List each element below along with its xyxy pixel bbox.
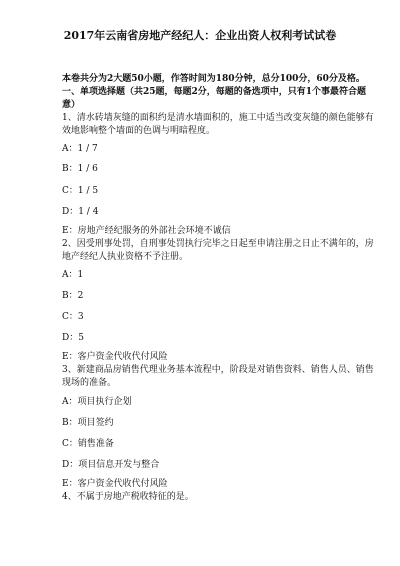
question-3-text: 3、新建商品房销售代理业务基本流程中，阶段是对销售资料、销售人员、销售 [62, 365, 374, 375]
question-1-option-a: A：1 / 7 [62, 144, 98, 154]
question-1-option-c: C：1 / 5 [62, 186, 99, 196]
question-2-text: 2、因受刑事处罚，自刑事处罚执行完毕之日起至申请注册之日止不满年的，房 [62, 239, 374, 249]
question-3-option-c: C：销售准备 [62, 439, 114, 449]
question-2-text-cont: 地产经纪人执业资格不予注册。 [62, 252, 189, 262]
question-3-text-cont: 现场的准备。 [62, 378, 117, 388]
question-2-option-c: C：3 [62, 312, 84, 322]
exam-intro: 本卷共分为2大题50小题，作答时间为180分钟，总分100分，60分及格。 [62, 74, 365, 84]
question-2-option-d: D：5 [62, 333, 84, 343]
question-1-option-b: B：1 / 6 [62, 164, 98, 174]
question-3-option-d: D：项目信息开发与整合 [62, 460, 160, 470]
question-2-option-a: A：1 [62, 270, 84, 280]
question-2-option-e: E：客户资金代收代付风险 [62, 352, 168, 362]
question-1-option-e: E：房地产经纪服务的外部社会环境不诚信 [62, 226, 231, 236]
question-1-text-cont: 效地影响整个墙面的色调与明暗程度。 [62, 126, 216, 136]
question-1-text: 1、清水砖墙灰缝的面积约是清水墙面积的，施工中适当改变灰缝的颜色能够有 [62, 113, 374, 123]
question-1-option-d: D：1 / 4 [62, 207, 99, 217]
question-3-option-b: B：项目签约 [62, 418, 114, 428]
question-2-option-b: B：2 [62, 291, 84, 301]
section-heading: 一、单项选择题（共25题，每题2分，每题的备选项中，只有1个事最符合题 [62, 87, 367, 97]
section-heading-cont: 意） [62, 100, 81, 110]
question-3-option-e: E：客户资金代收代付风险 [62, 479, 168, 489]
question-3-option-a: A：项目执行企划 [62, 397, 132, 407]
question-4-text: 4、不属于房地产税收特征的是。 [62, 492, 194, 502]
doc-title: 2017年云南省房地产经纪人：企业出资人权利考试试卷 [63, 29, 337, 42]
